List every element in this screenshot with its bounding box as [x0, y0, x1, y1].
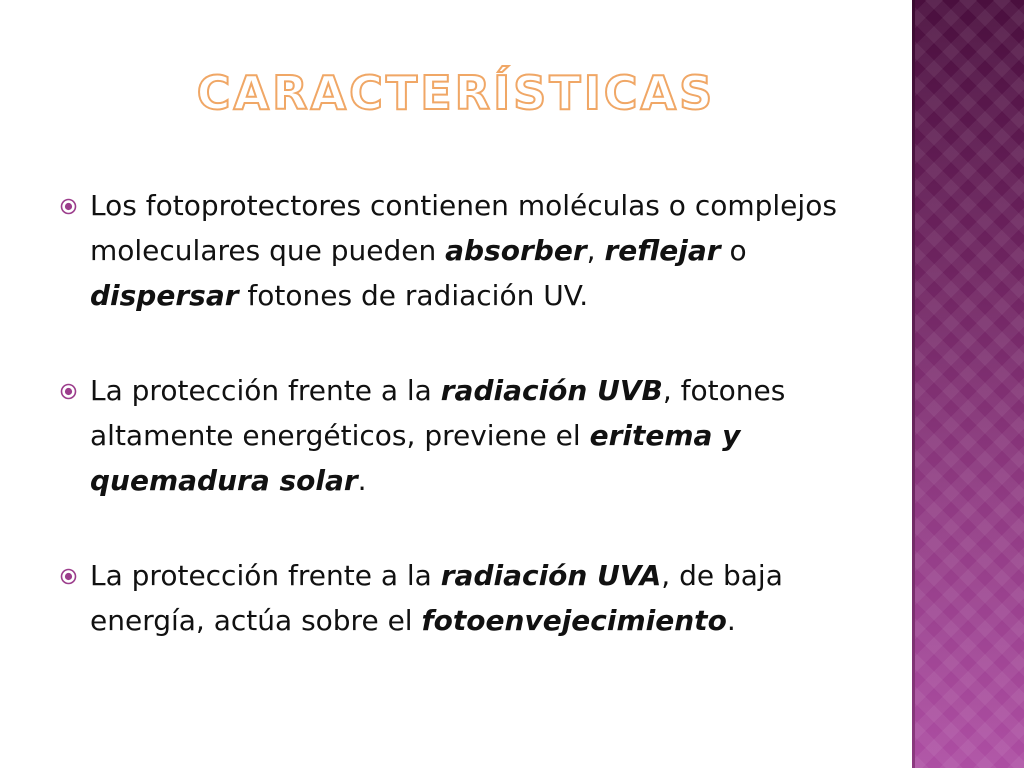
bullet-item	[60, 183, 860, 318]
circle-dot-bullet-icon	[60, 383, 77, 400]
bullet-text-segment: , de baja energía, actúa sobre el	[90, 559, 783, 637]
slide-title: CARACTERÍSTICAS	[196, 66, 716, 120]
bullet-text-segment: .	[357, 464, 367, 497]
emphasized-term: fotoenvejecimiento	[421, 604, 727, 637]
decorative-side-band	[912, 0, 1024, 768]
side-band-edge	[912, 0, 915, 768]
emphasized-term: reflejar	[604, 234, 721, 267]
bullet-text-segment: ,	[586, 234, 605, 267]
emphasized-term: eritema y quemadura solar	[90, 419, 741, 497]
bullet-item	[60, 368, 860, 503]
circle-dot-bullet-icon	[60, 568, 77, 585]
bullet-text-segment: .	[726, 604, 736, 637]
emphasized-term: radiación UVB	[440, 374, 663, 407]
bullet-item	[60, 553, 860, 643]
circle-dot-bullet-icon	[60, 198, 77, 215]
emphasized-term: absorber	[445, 234, 587, 267]
emphasized-term: dispersar	[90, 279, 239, 312]
bullet-text-segment: La protección frente a la	[90, 559, 441, 592]
bullet-list	[60, 183, 860, 693]
bullet-text-segment: La protección frente a la	[90, 374, 441, 407]
bullet-text-segment: fotones de radiación UV.	[238, 279, 589, 312]
bullet-text-segment: Los fotoprotectores contienen moléculas o complejos moleculares que pueden	[90, 189, 837, 267]
emphasized-term: radiación UVA	[440, 559, 662, 592]
bullet-text-segment: , fotones altamente energéticos, previene el	[90, 374, 786, 452]
bullet-text-segment: o	[720, 234, 747, 267]
